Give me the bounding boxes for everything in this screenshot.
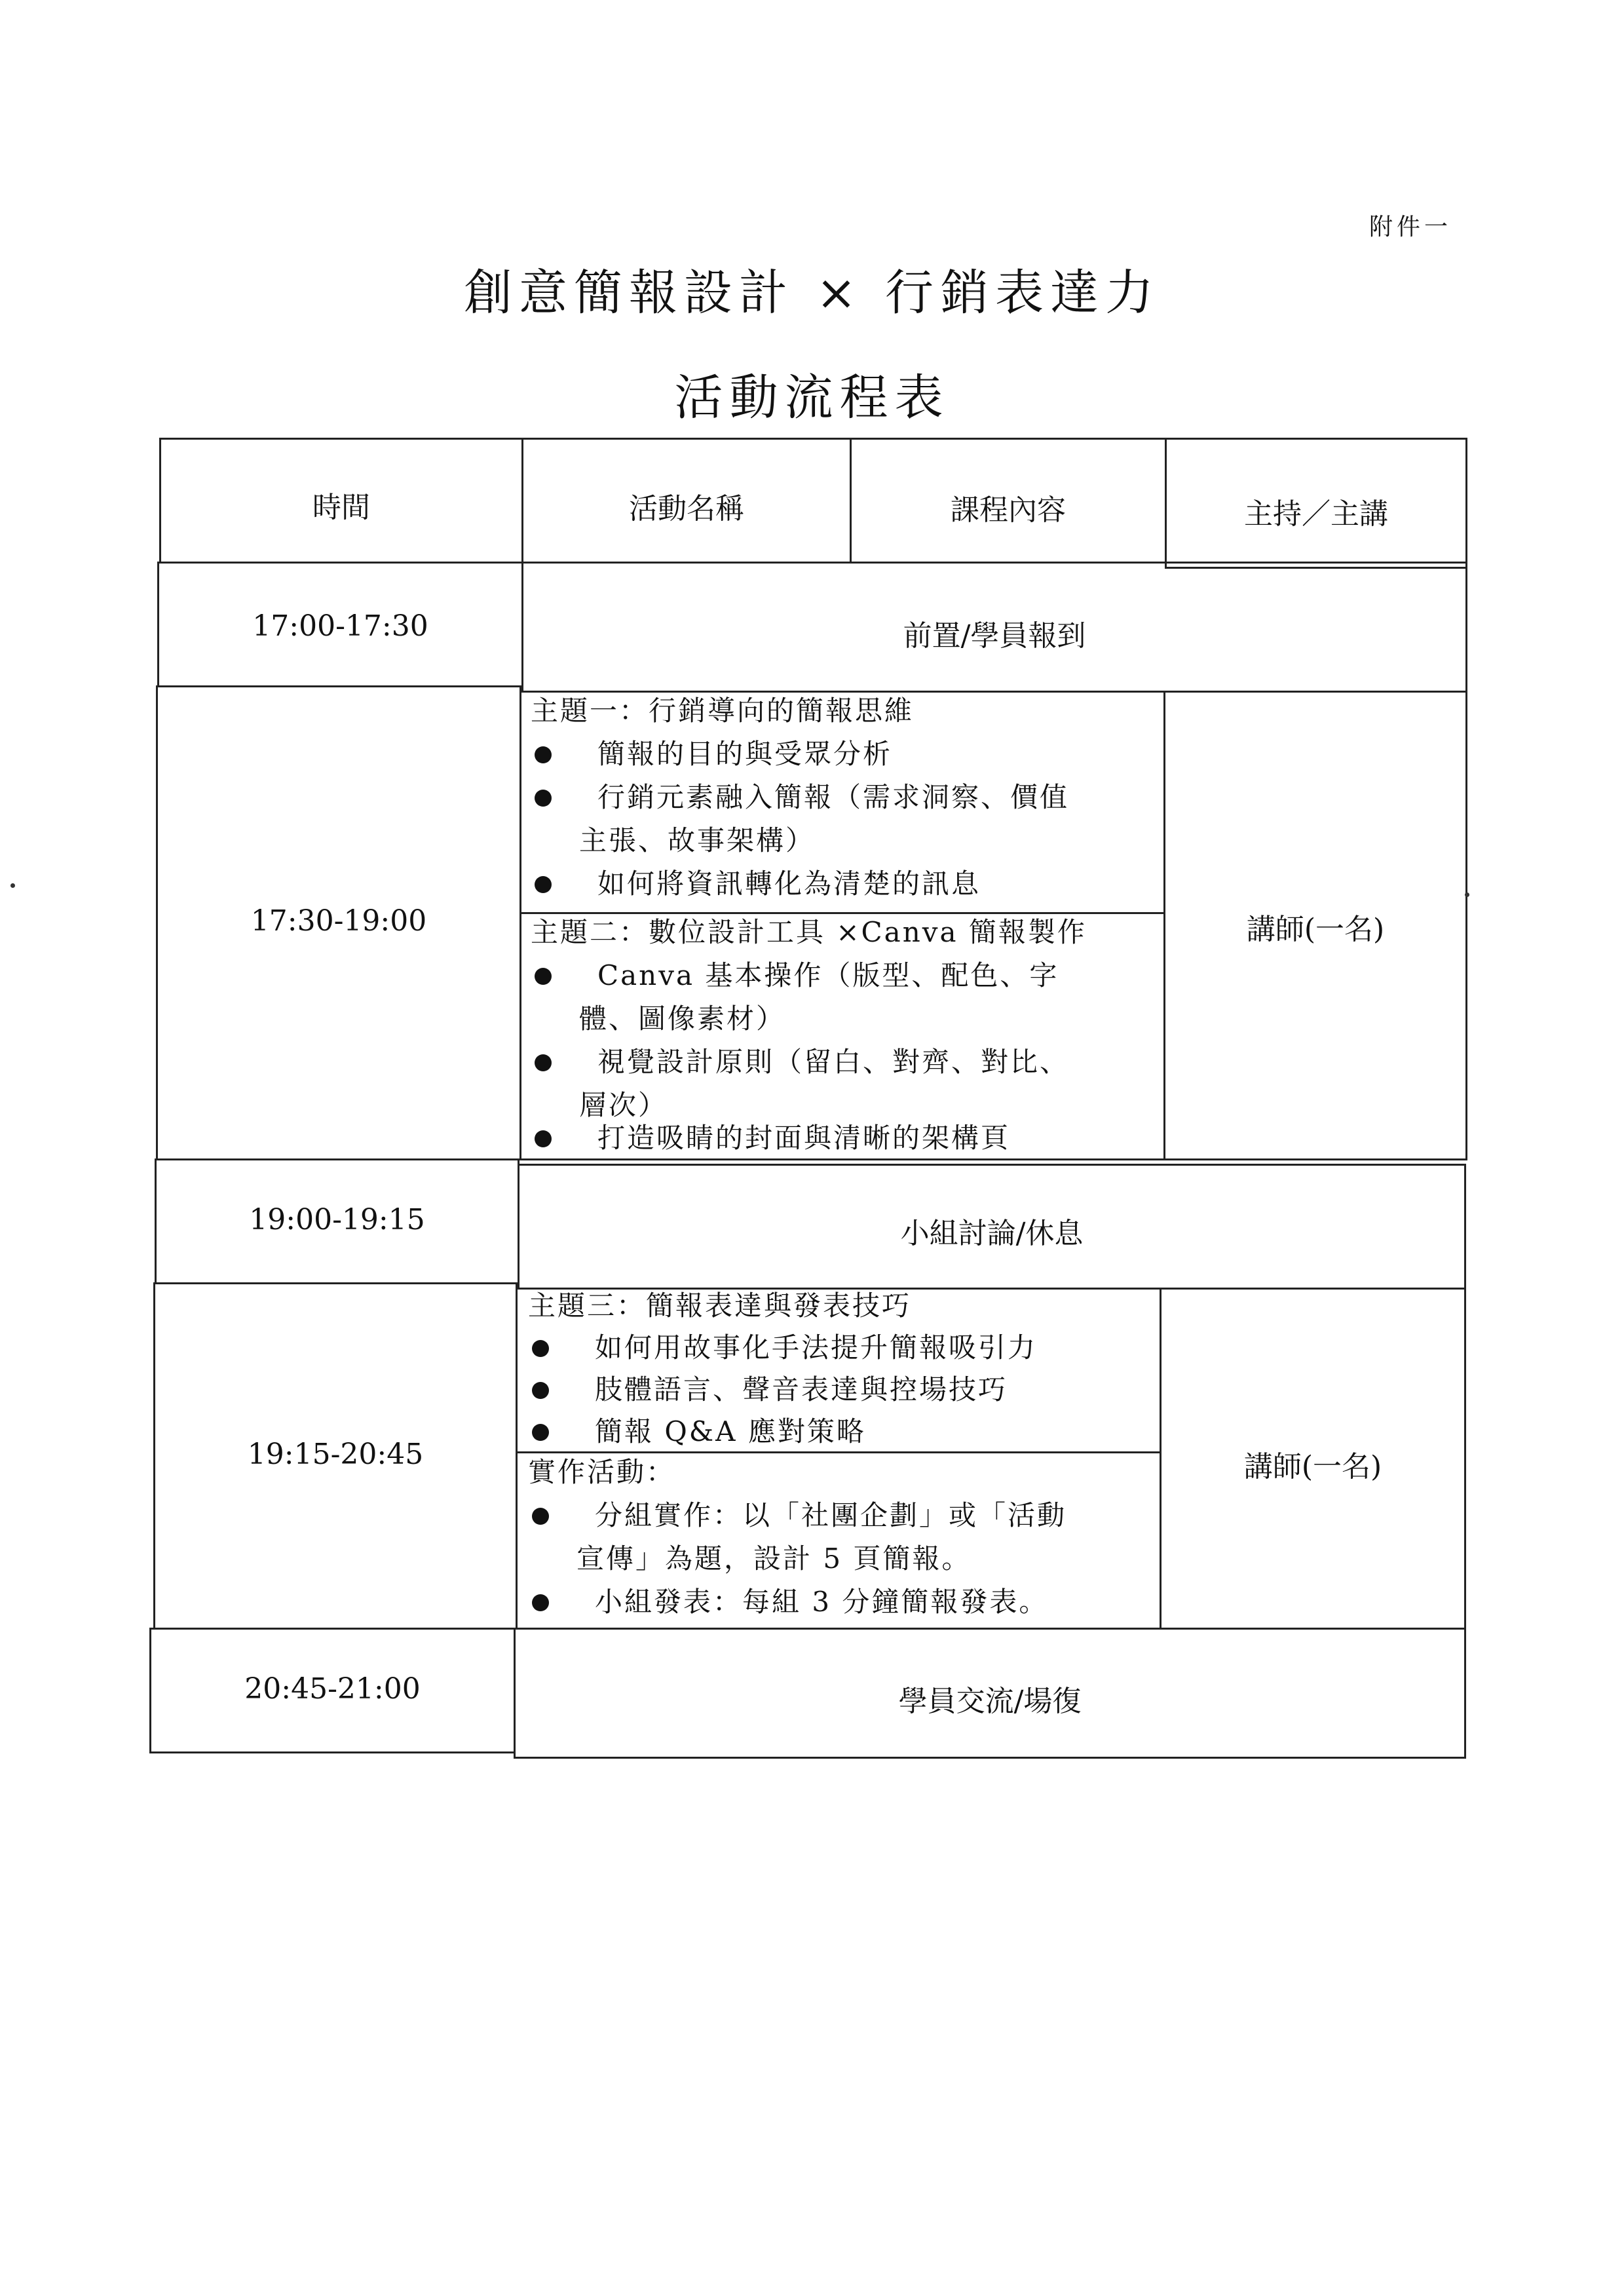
- bullet-dot-icon: [535, 1130, 552, 1147]
- row-1-activity: 前置/學員報到: [903, 619, 1086, 653]
- scan-speck: [1465, 892, 1469, 897]
- bullet-dot-icon: [532, 1508, 549, 1525]
- row-3-time: 19:00-19:15: [249, 1203, 425, 1236]
- schedule-table: [149, 438, 1459, 1751]
- header-time: 時間: [312, 491, 370, 524]
- bullet-dot-icon: [535, 968, 552, 985]
- topic-1-bullet-3: 如何將資訊轉化為清楚的訊息: [535, 862, 1150, 906]
- topic-2-title: 主題二：數位設計工具 ×Canva 簡報製作: [531, 916, 1087, 948]
- topic-3-title: 主題三：簡報表達與發表技巧: [528, 1290, 912, 1322]
- row-4-time: 19:15-20:45: [247, 1438, 424, 1471]
- topic-2-bullet-1: Canva 基本操作（版型、配色、字 體、圖像素材）: [535, 954, 1150, 1041]
- practice-bullet-2: 小組發表：每組 3 分鐘簡報發表。: [532, 1580, 1148, 1624]
- topic-1-title: 主題一：行銷導向的簡報思維: [531, 695, 915, 727]
- bullet-dot-icon: [535, 876, 552, 893]
- header-content: 課程內容: [951, 493, 1066, 527]
- header-activity: 活動名稱: [629, 492, 744, 526]
- bullet-dot-icon: [532, 1382, 549, 1399]
- topic-2-bullet-2: 視覺設計原則（留白、對齊、對比、 層次）: [535, 1041, 1150, 1127]
- annex-label: 附件一: [1369, 214, 1452, 240]
- bullet-dot-icon: [535, 746, 552, 763]
- bullet-dot-icon: [532, 1594, 549, 1611]
- topic-3-bullet-1: 如何用故事化手法提升簡報吸引力: [532, 1326, 1148, 1369]
- document-subtitle: 活動流程表: [674, 370, 950, 426]
- topic-1-bullet-2: 行銷元素融入簡報（需求洞察、價值 主張、故事架構）: [535, 776, 1150, 862]
- row-5-activity: 學員交流/場復: [898, 1685, 1082, 1718]
- header-host: 主持／主講: [1244, 497, 1388, 531]
- row-2-host: 講師(一名): [1246, 913, 1385, 946]
- bullet-dot-icon: [535, 1054, 552, 1071]
- bullet-dot-icon: [532, 1424, 549, 1441]
- topic-3-bullet-2: 肢體語言、聲音表達與控場技巧: [532, 1368, 1148, 1411]
- row-1-time: 17:00-17:30: [252, 609, 428, 643]
- row-5-time: 20:45-21:00: [244, 1672, 421, 1706]
- topic-2-bullet-3: 打造吸睛的封面與清晰的架構頁: [535, 1117, 1150, 1160]
- topic-1-bullet-1: 簡報的目的與受眾分析: [535, 733, 1150, 776]
- topic-3-bullet-3: 簡報 Q&A 應對策略: [532, 1410, 1148, 1453]
- bullet-dot-icon: [535, 790, 552, 807]
- practice-bullet-1: 分組實作：以「社團企劃」或「活動 宣傳」為題，設計 5 頁簡報。: [532, 1494, 1148, 1580]
- practice-title: 實作活動：: [528, 1456, 676, 1488]
- bullet-dot-icon: [532, 1340, 549, 1357]
- row-3-activity: 小組討論/休息: [900, 1217, 1084, 1250]
- row-2-time: 17:30-19:00: [250, 904, 427, 938]
- scan-speck: [10, 883, 15, 888]
- document-title: 創意簡報設計 × 行銷表達力: [463, 265, 1161, 321]
- row-4-host: 講師(一名): [1243, 1450, 1382, 1483]
